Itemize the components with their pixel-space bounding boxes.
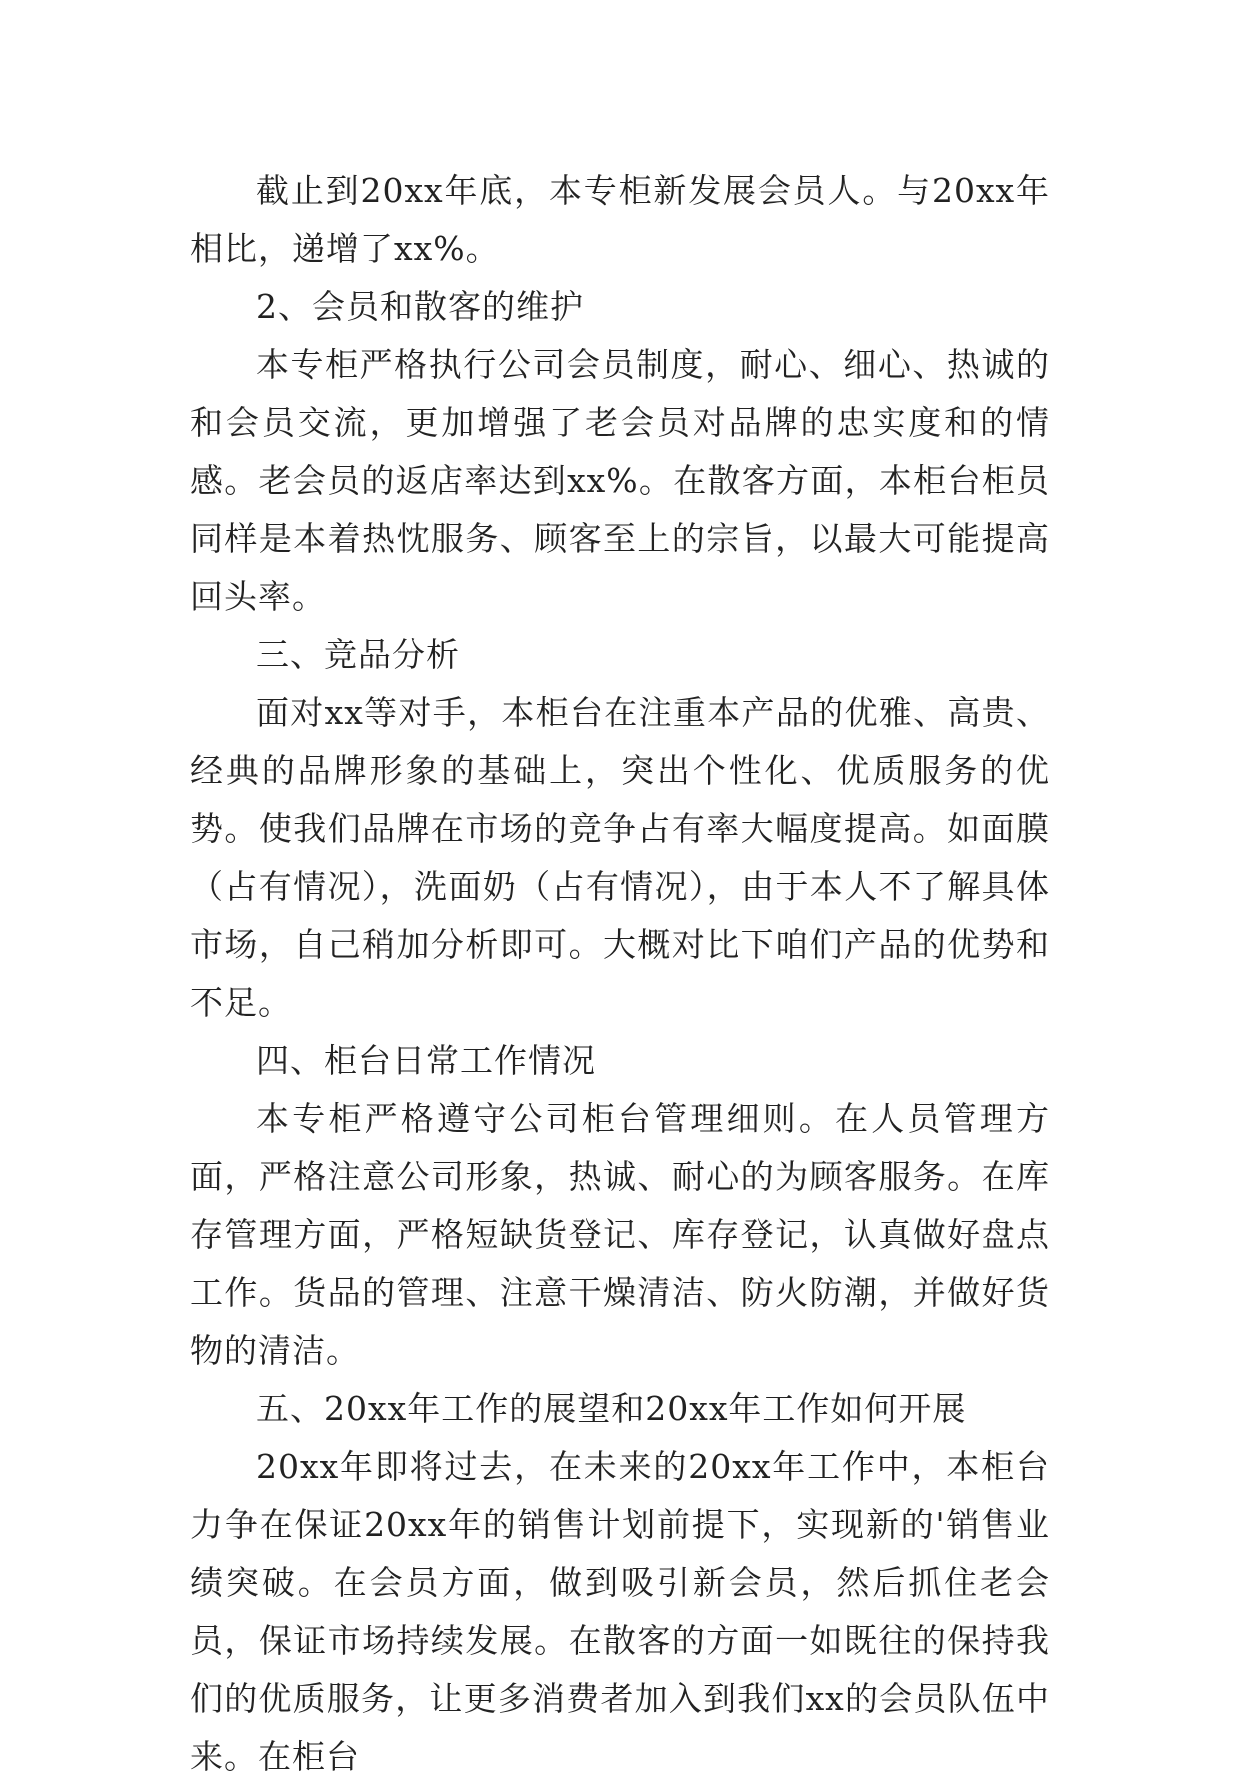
document-body xyxy=(190,162,1050,1786)
heading-daily-work: 四、柜台日常工作情况 xyxy=(256,1041,596,1080)
heading-competitor-analysis: 三、竞品分析 xyxy=(256,635,460,674)
heading-member-maintenance: 2、会员和散客的维护 xyxy=(256,287,584,326)
paragraph-outlook: 20xx年即将过去，在未来的20xx年工作中，本柜台力争在保证20xx年的销售计划前提下，实现新的'销售业绩突破。在会员方面，做到吸引新会员，然后抓住老会员，保证市场持续发展。在散客的方面一如既往的保持我们的优质服务，让更多消费者加入到我们xx的会员队伍中来。在柜台 xyxy=(190,1447,1050,1776)
heading-outlook: 五、20xx年工作的展望和20xx年工作如何开展 xyxy=(256,1389,967,1428)
paragraph-competitor-analysis: 面对xx等对手，本柜台在注重本产品的优雅、高贵、经典的品牌形象的基础上，突出个性化、优质服务的优势。使我们品牌在市场的竞争占有率大幅度提高。如面膜（占有情况），洗面奶（占有情况），由于本人不了解具体市场，自己稍加分析即可。大概对比下咱们产品的优势和不足。 xyxy=(190,693,1050,1022)
paragraph-member-maintenance: 本专柜严格执行公司会员制度，耐心、细心、热诚的和会员交流，更加增强了老会员对品牌的忠实度和的情感。老会员的返店率达到xx%。在散客方面，本柜台柜员同样是本着热忱服务、顾客至上的宗旨，以最大可能提高回头率。 xyxy=(190,345,1050,616)
paragraph-daily-work: 本专柜严格遵守公司柜台管理细则。在人员管理方面，严格注意公司形象，热诚、耐心的为顾客服务。在库存管理方面，严格短缺货登记、库存登记，认真做好盘点工作。货品的管理、注意干燥清洁、防火防潮，并做好货物的清洁。 xyxy=(190,1099,1050,1370)
paragraph-member-growth: 截止到20xx年底，本专柜新发展会员人。与20xx年相比，递增了xx%。 xyxy=(190,171,1050,268)
